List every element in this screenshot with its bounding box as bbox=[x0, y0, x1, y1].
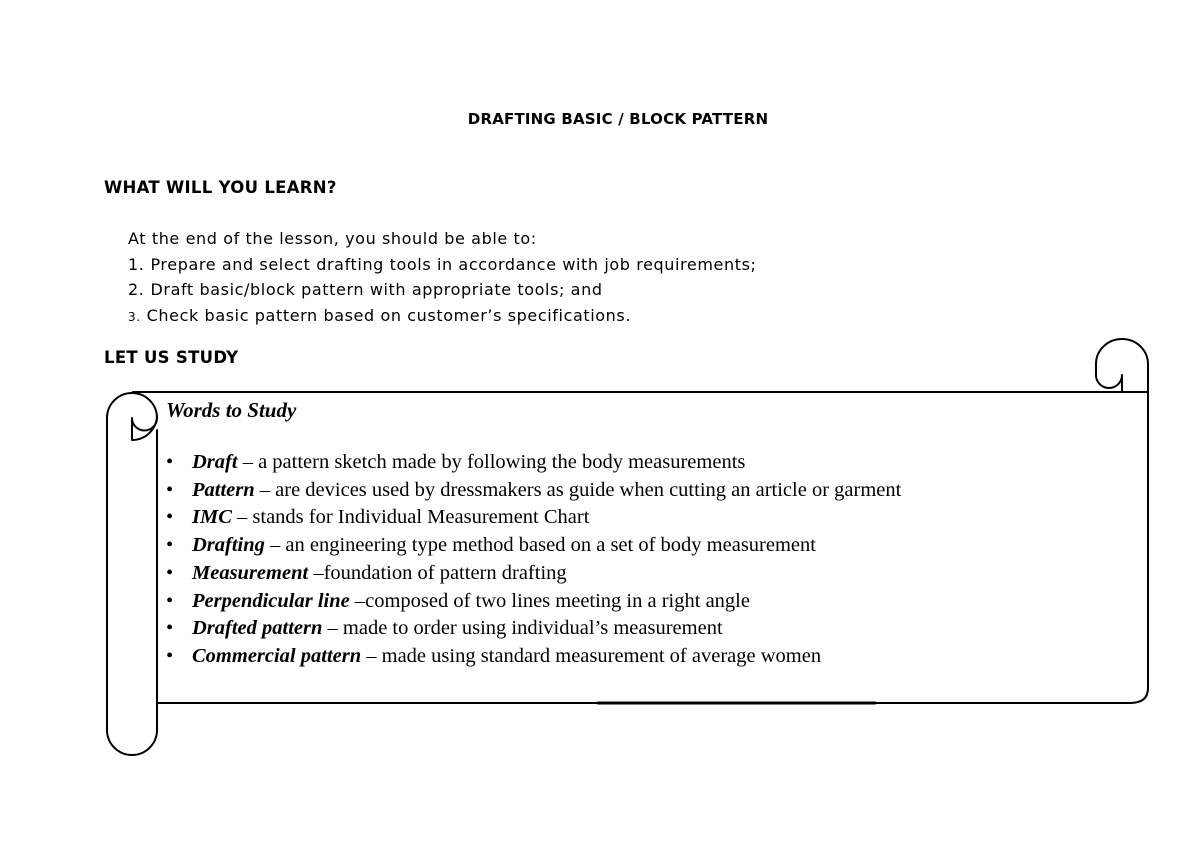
what-will-you-learn-heading: WHAT WILL YOU LEARN? bbox=[104, 178, 337, 197]
term-item bbox=[166, 532, 1126, 560]
term-item bbox=[166, 504, 1126, 532]
terms-list bbox=[166, 449, 1126, 671]
term-item bbox=[166, 588, 1126, 616]
term-item bbox=[166, 643, 1126, 671]
term-definition: – made to order using individual’s measurement bbox=[322, 617, 723, 640]
scroll-top-right-curl bbox=[1096, 339, 1148, 392]
term-name: Draft bbox=[192, 451, 238, 473]
objective-number: 2. bbox=[128, 280, 145, 299]
objective-text: Prepare and select drafting tools in accordance with job requirements; bbox=[150, 254, 757, 274]
term-name: Measurement bbox=[192, 561, 309, 584]
term-name: Commercial pattern bbox=[192, 644, 362, 667]
term-name: IMC bbox=[192, 506, 232, 529]
scroll-top-left-curl bbox=[107, 393, 157, 440]
scroll-left-edge bbox=[107, 418, 157, 755]
term-definition: – a pattern sketch made by following the body measurements bbox=[237, 451, 746, 473]
objective-text: Draft basic/block pattern with appropriate tools; and bbox=[150, 280, 603, 299]
words-to-study-title: Words to Study bbox=[166, 398, 297, 422]
page-title: DRAFTING BASIC / BLOCK PATTERN bbox=[467, 110, 769, 128]
term-definition: – an engineering type method based on a set of body measurement bbox=[264, 534, 816, 557]
term-item bbox=[166, 615, 1126, 643]
term-definition: – stands for Individual Measurement Chart bbox=[231, 506, 590, 529]
term-item bbox=[166, 477, 1126, 505]
term-name: Perpendicular line bbox=[192, 589, 350, 612]
term-definition: – are devices used by dressmakers as guide when cutting an article or garment bbox=[254, 478, 902, 501]
objective-number: 1. bbox=[128, 254, 145, 274]
let-us-study-heading: LET US STUDY bbox=[104, 348, 239, 367]
words-to-study-panel bbox=[166, 398, 1126, 671]
objectives-intro: At the end of the lesson, you should be able to: bbox=[128, 229, 537, 248]
term-item bbox=[166, 449, 1126, 477]
term-name: Pattern bbox=[192, 478, 255, 501]
term-definition: –foundation of pattern drafting bbox=[308, 561, 567, 584]
term-name: Drafting bbox=[192, 534, 265, 557]
term-item bbox=[166, 560, 1126, 588]
objective-text: Check basic pattern based on customer’s specifications. bbox=[146, 305, 632, 325]
term-definition: – made using standard measurement of average women bbox=[361, 644, 822, 667]
term-definition: –composed of two lines meeting in a right angle bbox=[349, 589, 750, 612]
term-name: Drafted pattern bbox=[192, 617, 323, 640]
objective-number: 3. bbox=[128, 309, 141, 324]
